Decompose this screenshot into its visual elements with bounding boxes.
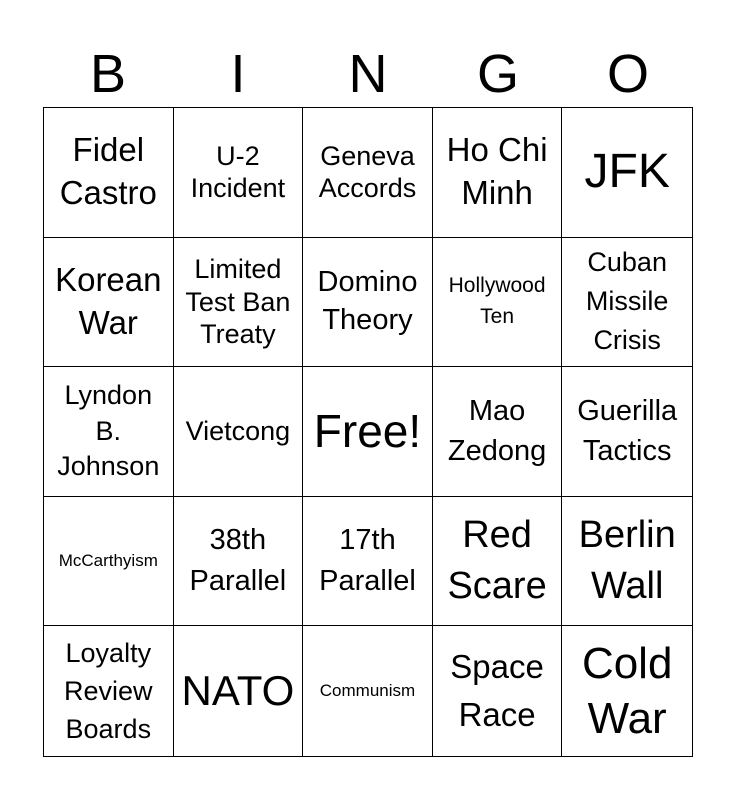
bingo-cell[interactable] bbox=[433, 626, 563, 756]
cell-text: Guerilla Tactics bbox=[577, 395, 678, 468]
cell-text: Mao Zedong bbox=[447, 395, 547, 468]
cell-text: U-2 Incident bbox=[190, 140, 286, 204]
header-letter-o: O bbox=[606, 44, 649, 104]
bingo-cell[interactable] bbox=[44, 108, 174, 238]
bingo-board bbox=[43, 107, 693, 757]
bingo-cell[interactable] bbox=[303, 367, 433, 497]
bingo-cell[interactable] bbox=[433, 108, 563, 238]
cell-text: 38th Parallel bbox=[189, 523, 287, 598]
bingo-cell[interactable] bbox=[174, 497, 304, 627]
cell-text: Domino Theory bbox=[317, 266, 418, 336]
cell-text: Red Scare bbox=[447, 513, 547, 608]
cell-text: Geneva Accords bbox=[318, 140, 417, 204]
cell-text: Ho Chi Minh bbox=[446, 131, 548, 212]
bingo-cell[interactable] bbox=[562, 108, 692, 238]
cell-text: Vietcong bbox=[185, 416, 291, 447]
bingo-cell[interactable] bbox=[44, 367, 174, 497]
bingo-cell[interactable] bbox=[562, 626, 692, 756]
bingo-cell[interactable] bbox=[433, 367, 563, 497]
cell-text: Loyalty Review Boards bbox=[64, 637, 153, 745]
cell-text: Cuban Missile Crisis bbox=[585, 247, 669, 356]
cell-text: Korean War bbox=[55, 261, 162, 341]
cell-text: McCarthyism bbox=[58, 550, 158, 570]
cell-text: Lyndon B. Johnson bbox=[57, 379, 160, 482]
bingo-cell[interactable] bbox=[44, 626, 174, 756]
cell-text: NATO bbox=[181, 667, 295, 715]
cell-text: 17th Parallel bbox=[319, 523, 416, 598]
header-letter-n: N bbox=[348, 44, 388, 104]
cell-text: Hollywood Ten bbox=[448, 274, 546, 328]
cell-text: Space Race bbox=[450, 648, 544, 734]
cell-text: Fidel Castro bbox=[59, 131, 157, 212]
cell-text: Communism bbox=[319, 681, 416, 700]
bingo-cell[interactable] bbox=[44, 497, 174, 627]
bingo-cell[interactable] bbox=[562, 238, 692, 368]
bingo-cell[interactable] bbox=[433, 497, 563, 627]
header-letter-b: B bbox=[89, 44, 127, 104]
cell-text: Free! bbox=[313, 405, 422, 458]
cell-text: Cold War bbox=[581, 639, 673, 744]
bingo-cell[interactable] bbox=[303, 238, 433, 368]
header-letter-i: I bbox=[230, 44, 246, 104]
bingo-cell[interactable] bbox=[303, 497, 433, 627]
bingo-cell[interactable] bbox=[174, 238, 304, 368]
cell-text: Limited Test Ban Treaty bbox=[185, 254, 291, 350]
bingo-header bbox=[43, 40, 693, 108]
bingo-cell[interactable] bbox=[174, 626, 304, 756]
cell-text: Berlin Wall bbox=[578, 513, 676, 608]
bingo-cell[interactable] bbox=[303, 108, 433, 238]
bingo-cell[interactable] bbox=[174, 367, 304, 497]
header-letter-g: G bbox=[476, 44, 519, 104]
bingo-cell[interactable] bbox=[44, 238, 174, 368]
cell-text: JFK bbox=[584, 145, 670, 199]
bingo-cell[interactable] bbox=[562, 497, 692, 627]
bingo-cell[interactable] bbox=[562, 367, 692, 497]
bingo-cell[interactable] bbox=[174, 108, 304, 238]
bingo-cell[interactable] bbox=[303, 626, 433, 756]
bingo-cell[interactable] bbox=[433, 238, 563, 368]
